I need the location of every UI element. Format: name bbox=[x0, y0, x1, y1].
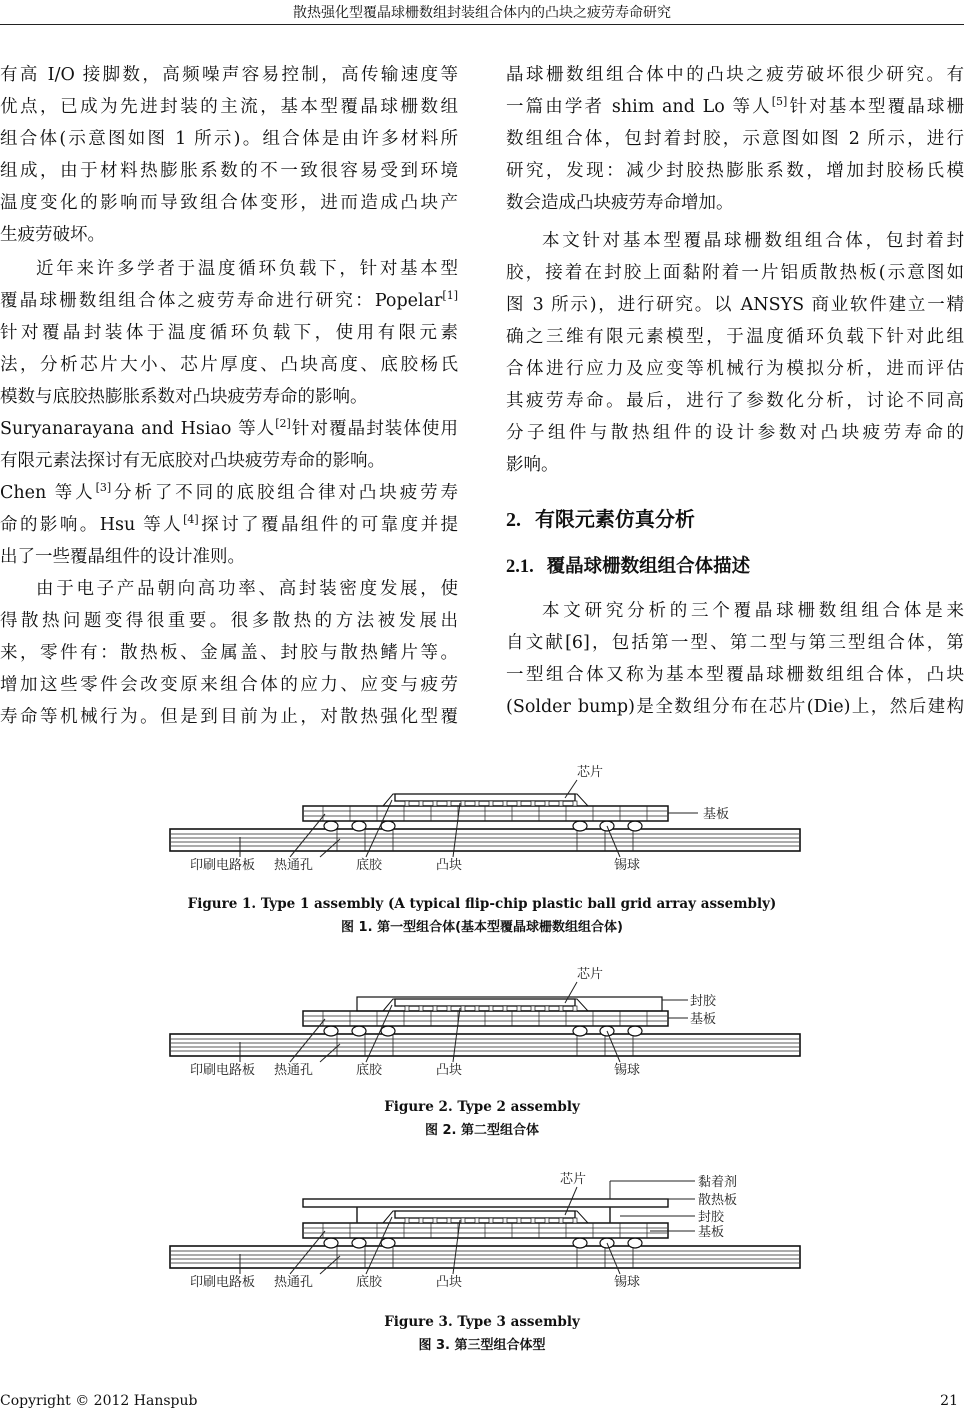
text-segment: 本文针对基本型覆晶球栅数组组合体，包封着封 bbox=[542, 231, 964, 251]
solder-bump bbox=[447, 1218, 451, 1223]
solder-bump bbox=[559, 1218, 563, 1223]
solder-ball bbox=[628, 821, 642, 831]
solder-bump bbox=[531, 801, 535, 806]
text-segment: 出了一些覆晶组件的设计准则。 bbox=[0, 547, 245, 567]
solder-bump bbox=[433, 1218, 437, 1223]
figure-3-caption-cn: 图 3. 第三型组合体型 bbox=[418, 1338, 546, 1353]
die bbox=[395, 1211, 575, 1218]
pcb-board bbox=[170, 1034, 800, 1056]
solder-ball bbox=[628, 1026, 642, 1036]
text-segment: 自文献[6]，包括第一型、第二型与第三型组合体，第 bbox=[506, 633, 964, 653]
solder-ball bbox=[352, 1238, 366, 1248]
figure-1-caption-en: Figure 1. Type 1 assembly (A typical flip-chip plastic ball grid array assembly) bbox=[187, 896, 777, 912]
label-die: 芯片 bbox=[577, 765, 604, 780]
label-solder-ball: 锡球 bbox=[614, 858, 641, 873]
solder-bump bbox=[559, 801, 563, 806]
text-segment: 有高 I/O 接脚数，高频噪声容易控制，高传输速度等 bbox=[0, 65, 458, 85]
text-segment: 本文研究分析的三个覆晶球栅数组组合体是来 bbox=[542, 601, 964, 621]
solder-bump bbox=[405, 1006, 409, 1011]
solder-ball bbox=[324, 1026, 338, 1036]
label-underfill: 底胶 bbox=[356, 858, 383, 873]
solder-bump bbox=[573, 1006, 577, 1011]
text-segment: 确之三维有限元素模型，于温度循环负载下针对此组 bbox=[506, 327, 964, 347]
section-number: 2.1. bbox=[506, 557, 534, 577]
text-segment: 优点，已成为先进封装的主流，基本型覆晶球栅数组 bbox=[0, 97, 458, 117]
solder-bump bbox=[503, 801, 507, 806]
label-thermal-via: 热通孔 bbox=[274, 1275, 314, 1290]
text-segment: 有限元素法探讨有无底胶对凸块疲劳寿命的影响。 bbox=[0, 451, 385, 471]
label-substrate: 基板 bbox=[698, 1225, 725, 1240]
label-solder-ball: 锡球 bbox=[614, 1063, 641, 1078]
copyright: Copyright © 2012 Hanspub bbox=[0, 1393, 198, 1409]
solder-bump bbox=[419, 1006, 423, 1011]
heat-spreader bbox=[303, 1199, 668, 1207]
label-underfill: 底胶 bbox=[356, 1275, 383, 1290]
label-pcb: 印刷电路板 bbox=[190, 858, 256, 873]
solder-bump bbox=[461, 801, 465, 806]
solder-bump bbox=[433, 1006, 437, 1011]
text-segment: 研究，发现：减少封胶热膨胀系数，增加封胶杨氏模 bbox=[506, 161, 964, 181]
text-segment: 组合体(示意图如图 1 所示)。组合体是由许多材料所 bbox=[0, 129, 458, 149]
running-header: 散热强化型覆晶球栅数组封装组合体内的凸块之疲劳寿命研究 bbox=[293, 5, 671, 21]
text-segment: 针对覆晶封装体于温度循环负载下，使用有限元素 bbox=[0, 323, 458, 343]
text-segment: 探讨了覆晶组件的可靠度并提 bbox=[198, 515, 459, 535]
label-substrate: 基板 bbox=[690, 1012, 717, 1027]
solder-bump bbox=[475, 801, 479, 806]
figure-2-caption-cn: 图 2. 第二型组合体 bbox=[424, 1123, 540, 1138]
solder-bump bbox=[517, 801, 521, 806]
solder-bump bbox=[461, 1006, 465, 1011]
text-segment: 覆晶球栅数组组合体之疲劳寿命进行研究：Popelar bbox=[0, 291, 443, 311]
label-bump: 凸块 bbox=[436, 1275, 463, 1290]
substrate bbox=[303, 806, 668, 821]
label-die: 芯片 bbox=[577, 967, 604, 982]
text-segment: 寿命等机械行为。但是到目前为止，对散热强化型覆 bbox=[0, 707, 458, 727]
text-segment: 由于电子产品朝向高功率、高封装密度发展，使 bbox=[36, 579, 458, 599]
solder-bump bbox=[405, 801, 409, 806]
text-segment: (Solder bump)是全数组分布在芯片(Die)上，然后建构 bbox=[506, 697, 964, 717]
label-bump: 凸块 bbox=[436, 1063, 463, 1078]
text-segment: 一型组合体又称为基本型覆晶球栅数组组合体，凸块 bbox=[506, 665, 964, 685]
solder-bump bbox=[405, 1218, 409, 1223]
label-substrate: 基板 bbox=[703, 807, 730, 822]
text-segment: 增加这些零件会改变原来组合体的应力、应变与疲劳 bbox=[0, 675, 458, 695]
citation-superscript: [4] bbox=[183, 513, 199, 526]
solder-bump bbox=[545, 1218, 549, 1223]
text-segment: 生疲劳破坏。 bbox=[0, 225, 105, 245]
text-segment: 图 3 所示)，进行研究。以 ANSYS 商业软件建立一精 bbox=[506, 295, 964, 315]
text-segment: 一篇由学者 shim and Lo 等人 bbox=[506, 97, 772, 117]
figure-2-caption-en: Figure 2. Type 2 assembly bbox=[384, 1099, 580, 1115]
text-segment: 数会造成凸块疲劳寿命增加。 bbox=[506, 193, 734, 213]
solder-ball bbox=[352, 821, 366, 831]
citation-superscript: [5] bbox=[771, 95, 788, 108]
substrate bbox=[303, 1011, 668, 1026]
text-segment: 胶，接着在封胶上面黏附着一片铝质散热板(示意图如 bbox=[506, 263, 964, 283]
text-segment: 其疲劳寿命。最后，进行了参数化分析，讨论不同高 bbox=[506, 391, 964, 411]
solder-bump bbox=[489, 1006, 493, 1011]
citation-superscript: [3] bbox=[95, 481, 112, 494]
solder-bump bbox=[573, 1218, 577, 1223]
text-segment: 合体进行应力及应变等机械行为模拟分析，进而评估 bbox=[506, 359, 964, 379]
solder-bump bbox=[503, 1218, 507, 1223]
solder-bump bbox=[545, 801, 549, 806]
text-segment: 模数与底胶热膨胀系数对凸块疲劳寿命的影响。 bbox=[0, 387, 368, 407]
text-segment: 命的影响。Hsu 等人 bbox=[0, 515, 184, 535]
label-thermal-via: 热通孔 bbox=[274, 1063, 314, 1078]
label-pcb: 印刷电路板 bbox=[190, 1275, 256, 1290]
solder-ball bbox=[324, 1238, 338, 1248]
label-pcb: 印刷电路板 bbox=[190, 1063, 256, 1078]
label-encapsulant: 封胶 bbox=[690, 994, 717, 1009]
text-segment: Chen 等人 bbox=[0, 483, 96, 503]
solder-bump bbox=[503, 1006, 507, 1011]
solder-bump bbox=[461, 1218, 465, 1223]
solder-ball bbox=[573, 1026, 587, 1036]
section-number: 2. bbox=[506, 509, 521, 531]
solder-bump bbox=[517, 1006, 521, 1011]
solder-bump bbox=[447, 1006, 451, 1011]
text-segment: Suryanarayana and Hsiao 等人 bbox=[0, 419, 276, 439]
solder-bump bbox=[559, 1006, 563, 1011]
solder-ball bbox=[381, 821, 395, 831]
solder-bump bbox=[531, 1006, 535, 1011]
solder-ball bbox=[573, 821, 587, 831]
solder-bump bbox=[475, 1218, 479, 1223]
solder-ball bbox=[381, 1238, 395, 1248]
solder-bump bbox=[419, 1218, 423, 1223]
text-segment: 来，零件有：散热板、金属盖、封胶与散热鳍片等。 bbox=[0, 643, 458, 663]
solder-ball bbox=[324, 821, 338, 831]
text-segment: 近年来许多学者于温度循环负载下，针对基本型 bbox=[36, 259, 458, 279]
page-number: 21 bbox=[940, 1393, 958, 1409]
text-segment: 晶球栅数组组合体中的凸块之疲劳破坏很少研究。有 bbox=[506, 65, 964, 85]
text-segment: 分子组件与散热组件的设计参数对凸块疲劳寿命的 bbox=[506, 423, 964, 443]
label-thermal-via: 热通孔 bbox=[274, 858, 314, 873]
text-segment: 针对覆晶封装体使用 bbox=[290, 419, 459, 439]
solder-ball bbox=[352, 1026, 366, 1036]
text-segment: 针对基本型覆晶球栅 bbox=[787, 97, 964, 117]
label-underfill: 底胶 bbox=[356, 1063, 383, 1078]
solder-ball bbox=[628, 1238, 642, 1248]
die bbox=[395, 794, 575, 801]
solder-bump bbox=[433, 801, 437, 806]
citation-superscript: [2] bbox=[275, 417, 291, 430]
label-solder-ball: 锡球 bbox=[614, 1275, 641, 1290]
solder-bump bbox=[531, 1218, 535, 1223]
label-bump: 凸块 bbox=[436, 858, 463, 873]
solder-bump bbox=[475, 1006, 479, 1011]
pcb-board bbox=[170, 1246, 800, 1268]
figure-3-caption-en: Figure 3. Type 3 assembly bbox=[384, 1314, 580, 1330]
substrate bbox=[303, 1223, 668, 1238]
label-die: 芯片 bbox=[560, 1172, 587, 1187]
text-segment: 组成，由于材料热膨胀系数的不一致很容易受到环境 bbox=[0, 161, 458, 181]
label-adhesive: 黏着剂 bbox=[698, 1175, 738, 1190]
solder-bump bbox=[517, 1218, 521, 1223]
solder-bump bbox=[573, 801, 577, 806]
solder-bump bbox=[545, 1006, 549, 1011]
section-title: 覆晶球栅数组组合体描述 bbox=[546, 556, 751, 577]
solder-ball bbox=[381, 1026, 395, 1036]
figure-1-caption-cn: 图 1. 第一型组合体(基本型覆晶球栅数组组合体) bbox=[341, 920, 623, 935]
text-segment: 得散热问题变得很重要。很多散热的方法被发展出 bbox=[0, 611, 458, 631]
solder-bump bbox=[489, 801, 493, 806]
text-segment: 数组组合体，包封着封胶，示意图如图 2 所示，进行 bbox=[506, 129, 964, 149]
pcb-board bbox=[170, 829, 800, 851]
solder-ball bbox=[573, 1238, 587, 1248]
solder-bump bbox=[489, 1218, 493, 1223]
citation-superscript: [1] bbox=[442, 289, 458, 302]
solder-bump bbox=[419, 801, 423, 806]
text-segment: 法，分析芯片大小、芯片厚度、凸块高度、底胶杨氏 bbox=[0, 355, 458, 375]
text-segment: 影响。 bbox=[506, 455, 559, 475]
label-heatsink: 散热板 bbox=[698, 1193, 738, 1208]
text-segment: 分析了不同的底胶组合律对凸块疲劳寿 bbox=[111, 483, 458, 503]
section-title: 有限元素仿真分析 bbox=[534, 507, 695, 531]
die bbox=[395, 999, 575, 1006]
text-segment: 温度变化的影响而导致组合体变形，进而造成凸块产 bbox=[0, 193, 458, 213]
label-encapsulant: 封胶 bbox=[698, 1210, 725, 1225]
solder-bump bbox=[447, 801, 451, 806]
